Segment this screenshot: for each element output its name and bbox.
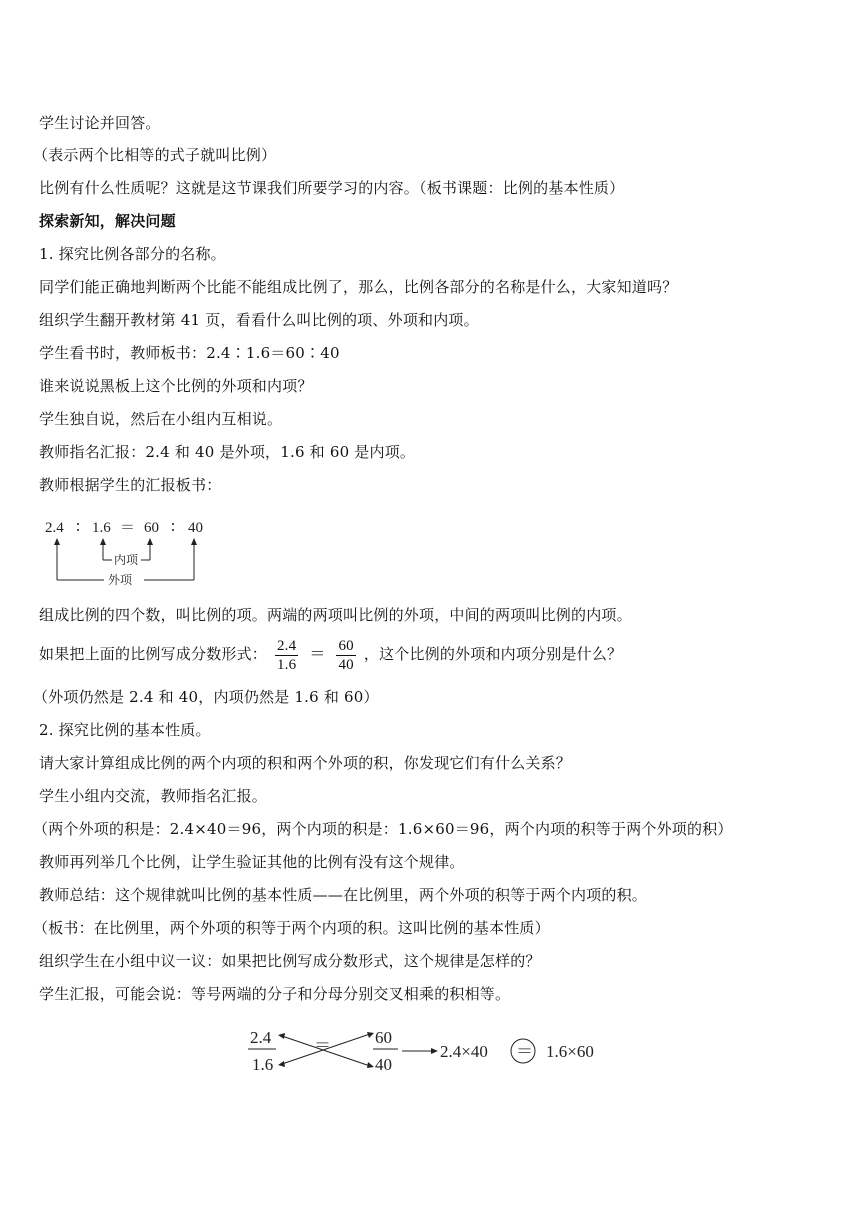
cross-left-denominator: 1.6	[252, 1055, 274, 1074]
paragraph: 学生独自说，然后在小组内互相说。	[39, 410, 283, 428]
section-heading: 探索新知，解决问题	[39, 212, 176, 230]
term-d: 40	[188, 520, 203, 536]
paragraph: 组织学生在小组中议一议：如果把比例写成分数形式，这个规律是怎样的？	[39, 952, 541, 970]
arrowhead-left-top	[278, 1033, 285, 1039]
equals-sign: ＝	[120, 520, 136, 536]
paragraph: 学生讨论并回答。	[39, 114, 161, 132]
paragraph: （板书：在比例里，两个外项的积等于两个内项的积。这叫比例的基本性质）	[33, 919, 550, 937]
arrow-heads	[54, 538, 197, 545]
paragraph: 组成比例的四个数，叫比例的项。两端的两项叫比例的外项，中间的两项叫比例的内项。	[39, 606, 632, 624]
paragraph: 学生看书时，教师板书：2.4∶1.6＝60∶40	[39, 344, 340, 362]
term-b: 1.6	[92, 520, 111, 536]
arrowhead-left-bottom	[278, 1061, 285, 1067]
cross-right-numerator: 60	[375, 1028, 392, 1047]
term-c: 60	[144, 520, 159, 536]
cross-result-left: 2.4×40	[440, 1042, 488, 1061]
cross-result-equals: ＝	[516, 1042, 533, 1061]
fraction-equals: ＝	[309, 646, 326, 663]
fraction-right	[336, 637, 355, 674]
fraction-left	[275, 637, 298, 674]
numbered-heading: 1. 探究比例各部分的名称。	[39, 245, 226, 263]
outer-terms-label: 外项	[108, 573, 133, 587]
fraction-question-suffix: ，这个比例的外项和内项分别是什么？	[363, 645, 623, 663]
fraction-question-prefix: 如果把上面的比例写成分数形式：	[39, 645, 268, 663]
arrowhead-result	[431, 1048, 438, 1054]
paragraph: 学生小组内交流，教师指名汇报。	[39, 787, 268, 805]
paragraph: 请大家计算组成比例的两个内项的积和两个外项的积，你发现它们有什么关系？	[39, 754, 572, 772]
fraction-question	[39, 634, 622, 675]
term-a: 2.4	[45, 520, 64, 536]
fraction-right-numerator: 60	[338, 637, 354, 654]
paragraph: 教师再列举几个比例，让学生验证其他的比例有没有这个规律。	[39, 853, 465, 871]
paragraph: 比例有什么性质呢？这就是这节课我们所要学习的内容。（板书课题：比例的基本性质）	[39, 179, 625, 197]
fraction-right-denominator: 40	[338, 656, 354, 673]
inner-terms-label: 内项	[114, 553, 139, 567]
colon-2: ∶	[171, 520, 175, 536]
paragraph: 谁来说说黑板上这个比例的外项和内项？	[39, 377, 313, 395]
numbered-heading: 2. 探究比例的基本性质。	[39, 721, 211, 739]
arrowhead-right-bottom	[367, 1062, 374, 1068]
cross-multiplication-diagram	[240, 1022, 620, 1082]
paragraph: 教师指名汇报：2.4 和 40 是外项，1.6 和 60 是内项。	[39, 443, 416, 461]
cross-equals: ＝	[314, 1036, 331, 1055]
fraction-left-numerator: 2.4	[276, 637, 297, 654]
cross-result-right: 1.6×60	[546, 1042, 594, 1061]
cross-left-numerator: 2.4	[250, 1028, 272, 1047]
arrowhead-right-top	[367, 1032, 374, 1038]
proportion-terms-diagram	[40, 512, 220, 592]
fraction-left-denominator: 1.6	[276, 656, 297, 673]
paragraph: 教师总结：这个规律就叫比例的基本性质——在比例里，两个外项的积等于两个内项的积。	[39, 886, 648, 904]
paragraph: 组织学生翻开教材第 41 页，看看什么叫比例的项、外项和内项。	[39, 311, 479, 329]
paragraph: （表示两个比相等的式子就叫比例）	[33, 146, 277, 164]
paragraph: （两个外项的积是：2.4×40＝96，两个内项的积是：1.6×60＝96，两个内项的积等于两个外项的积）	[33, 820, 733, 838]
cross-right-denominator: 40	[375, 1055, 392, 1074]
paragraph: 同学们能正确地判断两个比能不能组成比例了，那么，比例各部分的名称是什么，大家知道吗？	[39, 278, 678, 296]
colon-1: ∶	[76, 520, 80, 536]
paragraph: （外项仍然是 2.4 和 40，内项仍然是 1.6 和 60）	[33, 688, 379, 706]
paragraph: 学生汇报，可能会说：等号两端的分子和分母分别交叉相乘的积相等。	[39, 985, 511, 1003]
paragraph: 教师根据学生的汇报板书：	[39, 476, 222, 494]
